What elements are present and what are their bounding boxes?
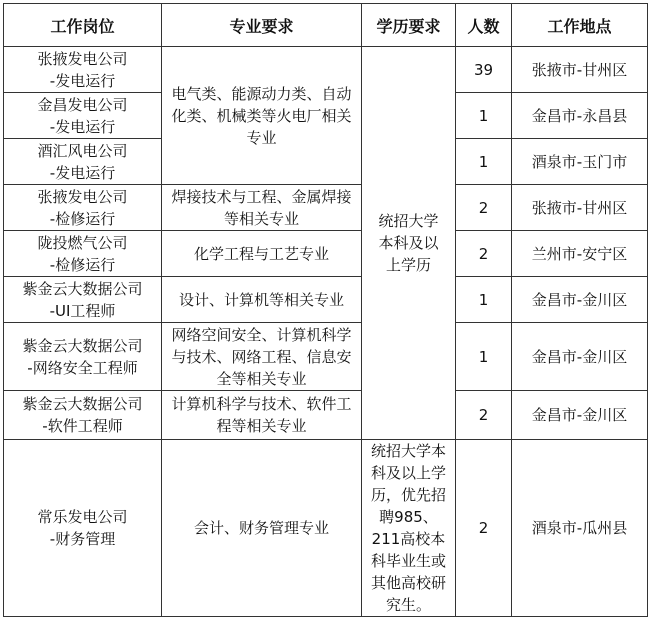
- table-row: [4, 391, 648, 440]
- post-cell: 张掖发电公司 -检修运行: [4, 185, 162, 231]
- header-location: 工作地点: [512, 4, 648, 47]
- header-count: 人数: [456, 4, 512, 47]
- recruitment-table: [3, 3, 648, 617]
- post-cell: 陇投燃气公司 -检修运行: [4, 231, 162, 277]
- table-row: [4, 185, 648, 231]
- location-cell: 张掖市-甘州区: [512, 47, 648, 93]
- table-row: [4, 47, 648, 93]
- header-post: 工作岗位: [4, 4, 162, 47]
- count-cell: 2: [456, 185, 512, 231]
- table-row: [4, 277, 648, 323]
- count-cell: 2: [456, 440, 512, 617]
- post-cell: 常乐发电公司 -财务管理: [4, 440, 162, 617]
- location-cell: 金昌市-永昌县: [512, 93, 648, 139]
- post-cell: 金昌发电公司 -发电运行: [4, 93, 162, 139]
- location-cell: 酒泉市-玉门市: [512, 139, 648, 185]
- location-cell: 酒泉市-瓜州县: [512, 440, 648, 617]
- education-note-cell: 统招大学本科及以上学历，优先招聘985、211高校本科毕业生或其他高校研究生。: [362, 440, 456, 617]
- header-row: [4, 4, 648, 47]
- location-cell: 金昌市-金川区: [512, 391, 648, 440]
- count-cell: 1: [456, 323, 512, 391]
- major-cell: 焊接技术与工程、金属焊接等相关专业: [162, 185, 362, 231]
- major-cell: 设计、计算机等相关专业: [162, 277, 362, 323]
- count-cell: 2: [456, 391, 512, 440]
- post-cell: 酒汇风电公司 -发电运行: [4, 139, 162, 185]
- post-cell: 紫金云大数据公司 -UI工程师: [4, 277, 162, 323]
- post-cell: 紫金云大数据公司 -网络安全工程师: [4, 323, 162, 391]
- education-cell: [362, 47, 456, 440]
- location-cell: 金昌市-金川区: [512, 277, 648, 323]
- major-cell: 电气类、能源动力类、自动化类、机械类等火电厂相关专业: [162, 47, 362, 185]
- table-row: [4, 440, 648, 617]
- post-cell: 紫金云大数据公司 -软件工程师: [4, 391, 162, 440]
- education-text: 统招大学本科及以上学历: [378, 212, 439, 274]
- major-cell: 化学工程与工艺专业: [162, 231, 362, 277]
- major-cell: 计算机科学与技术、软件工程等相关专业: [162, 391, 362, 440]
- count-cell: 39: [456, 47, 512, 93]
- location-cell: 张掖市-甘州区: [512, 185, 648, 231]
- table-row: [4, 323, 648, 391]
- major-cell: 会计、财务管理专业: [162, 440, 362, 617]
- count-cell: 2: [456, 231, 512, 277]
- post-cell: 张掖发电公司 -发电运行: [4, 47, 162, 93]
- location-cell: 金昌市-金川区: [512, 323, 648, 391]
- header-major: 专业要求: [162, 4, 362, 47]
- table-row: [4, 231, 648, 277]
- header-education: 学历要求: [362, 4, 456, 47]
- location-cell: 兰州市-安宁区: [512, 231, 648, 277]
- count-cell: 1: [456, 93, 512, 139]
- count-cell: 1: [456, 139, 512, 185]
- count-cell: 1: [456, 277, 512, 323]
- major-cell: 网络空间安全、计算机科学与技术、网络工程、信息安全等相关专业: [162, 323, 362, 391]
